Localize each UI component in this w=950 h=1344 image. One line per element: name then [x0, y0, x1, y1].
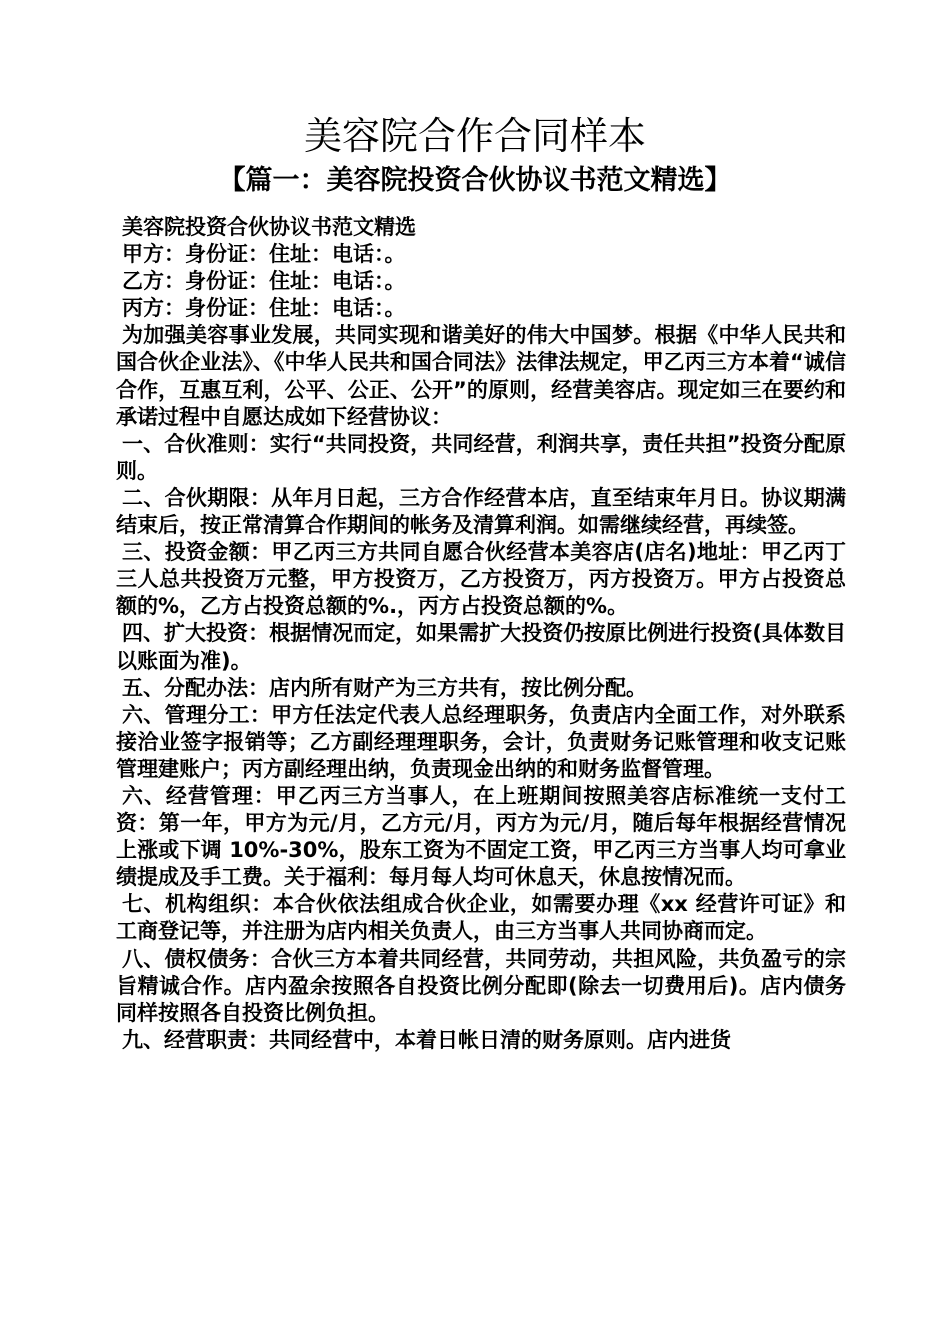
clause-2-partnership-term: 二、合伙期限：从年月日起，三方合作经营本店，直至结束年月日。协议期满结束后，按正常清算合作期间的帐务及清算利润。如需继续经营，再续签。 [116, 485, 846, 538]
clause-6-operations-management: 六、经营管理：甲乙丙三方当事人，在上班期间按照美容店标准统一支付工资：第一年，甲方为元/月，乙方元/月，丙方为元/月，随后每年根据经营情况上涨或下调 10%-30%，股东工资为不固定工资，甲乙丙三方当事人均可拿业绩提成及手工费。关于福利：每月每人均可休息天，休息按情况而。 [116, 783, 846, 890]
party-a-line: 甲方：身份证：住址：电话：。 [122, 242, 406, 267]
clause-5-distribution: 五、分配办法：店内所有财产为三方共有，按比例分配。 [122, 675, 647, 700]
document-body [116, 214, 846, 1054]
document-title: 美容院合作合同样本 [303, 114, 646, 158]
section-heading: 美容院投资合伙协议书范文精选 [122, 215, 416, 239]
clause-6-management-division: 六、管理分工：甲方任法定代表人总经理职务，负责店内全面工作，对外联系接洽业签字报销等；乙方副经理理职务，会计，负责财务记账管理和收支记账管理建账户；丙方副经理出纳，负责现金出纳的和财务监督管理。 [116, 702, 846, 781]
clause-3-investment-amount: 三、投资金额：甲乙丙三方共同自愿合伙经营本美容店(店名)地址：甲乙丙丁三人总共投资万元整，甲方投资万，乙方投资万，丙方投资万。甲方占投资总额的%，乙方占投资总额的%.，丙方占投资总额的%。 [116, 540, 846, 619]
clause-1-partnership-principle: 一、合伙准则：实行“共同投资，共同经营，利润共享，责任共担”投资分配原则。 [116, 431, 846, 483]
clause-9-operating-duties: 九、经营职责：共同经营中，本着日帐日清的财务原则。店内进货 [122, 1027, 731, 1052]
document-subtitle: 【篇一：美容院投资合伙协议书范文精选】 [218, 165, 732, 196]
party-b-line: 乙方：身份证：住址：电话：。 [122, 269, 406, 294]
clause-7-organization: 七、机构组织：本合伙依法组成合伙企业，如需要办理《xx 经营许可证》和工商登记等，并注册为店内相关负责人，由三方当事人共同协商而定。 [116, 892, 846, 944]
party-c-line: 丙方：身份证：住址：电话：。 [122, 296, 406, 321]
clause-8-debts: 八、债权债务：合伙三方本着共同经营，共同劳动，共担风险，共负盈亏的宗旨精诚合作。店内盈余按照各自投资比例分配即(除去一切费用后)。店内债务同样按照各自投资比例负担。 [116, 946, 846, 1025]
clause-4-expanded-investment: 四、扩大投资：根据情况而定，如果需扩大投资仍按原比例进行投资(具体数目以账面为准)。 [116, 621, 846, 673]
preamble-paragraph: 为加强美容事业发展，共同实现和谐美好的伟大中国梦。根据《中华人民共和国合伙企业法》、《中华人民共和国合同法》法律法规定，甲乙丙三方本着“诚信合作，互惠互利，公平、公正、公开”的原则，经营美容店。现定如三在要约和承诺过程中自愿达成如下经营协议： [116, 323, 846, 429]
